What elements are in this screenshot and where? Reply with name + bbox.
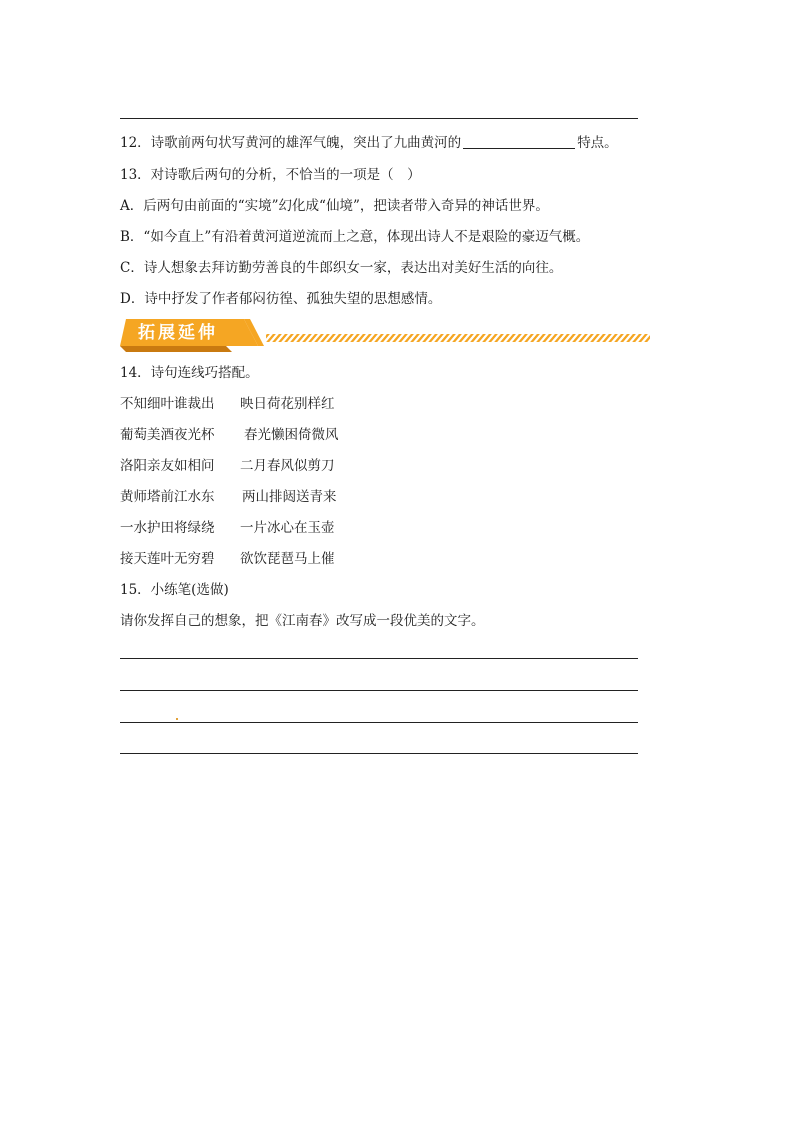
fill-in-blank[interactable]	[463, 134, 575, 149]
writing-line[interactable]	[120, 722, 638, 723]
poem-pair	[120, 456, 335, 476]
question-12	[120, 133, 618, 153]
section-title: 拓展延伸	[138, 323, 218, 343]
poem-pair	[120, 518, 335, 538]
poem-line-left[interactable]: 接天莲叶无穷碧	[120, 551, 215, 567]
question-15-prompt: 请你发挥自己的想象，把《江南春》改写成一段优美的文字。	[120, 613, 485, 629]
poem-line-left[interactable]: 洛阳亲友如相问	[120, 458, 215, 474]
question-12-suffix: 特点。	[577, 135, 618, 151]
poem-pair	[120, 549, 335, 569]
question-15-title: 15．小练笔(选做)	[120, 582, 229, 598]
poem-line-left[interactable]: 一水护田将绿绕	[120, 520, 215, 536]
poem-pair	[120, 487, 337, 507]
writing-line[interactable]	[120, 690, 638, 691]
poem-line-left[interactable]: 黄师塔前江水东	[120, 489, 215, 505]
writing-line[interactable]	[120, 658, 638, 659]
poem-pair	[120, 425, 339, 445]
poem-line-left[interactable]: 不知细叶谁裁出	[120, 396, 215, 412]
poem-pair	[120, 394, 335, 414]
section-banner	[120, 316, 650, 352]
writing-line[interactable]	[120, 753, 638, 754]
poem-line-left[interactable]: 葡萄美酒夜光杯	[120, 427, 215, 443]
poem-line-right[interactable]: 二月春风似剪刀	[240, 458, 335, 474]
question-14-stem: 14．诗句连线巧搭配。	[120, 365, 259, 381]
question-13-option-d: D．诗中抒发了作者郁闷彷徨、孤独失望的思想感情。	[120, 291, 442, 307]
poem-line-right[interactable]: 欲饮琵琶马上催	[240, 551, 335, 567]
poem-line-right[interactable]: 映日荷花别样红	[240, 396, 335, 412]
poem-line-right[interactable]: 春光懒困倚微风	[244, 427, 339, 443]
answer-line-top	[120, 118, 638, 119]
poem-line-right[interactable]: 一片冰心在玉壶	[240, 520, 335, 536]
question-13-stem: 13．对诗歌后两句的分析，不恰当的一项是（ ）	[120, 167, 421, 183]
question-13-option-b: B．“如今直上”有沿着黄河道逆流而上之意，体现出诗人不是艰险的豪迈气概。	[120, 229, 590, 245]
stray-mark	[176, 718, 178, 720]
poem-line-right[interactable]: 两山排闼送青来	[242, 489, 337, 505]
question-13-option-c: C．诗人想象去拜访勤劳善良的牛郎织女一家，表达出对美好生活的向往。	[120, 260, 563, 276]
question-13-option-a: A．后两句由前面的“实境”幻化成“仙境”，把读者带入奇异的神话世界。	[120, 198, 549, 214]
question-12-text: 12．诗歌前两句状写黄河的雄浑气魄，突出了九曲黄河的	[120, 135, 462, 151]
